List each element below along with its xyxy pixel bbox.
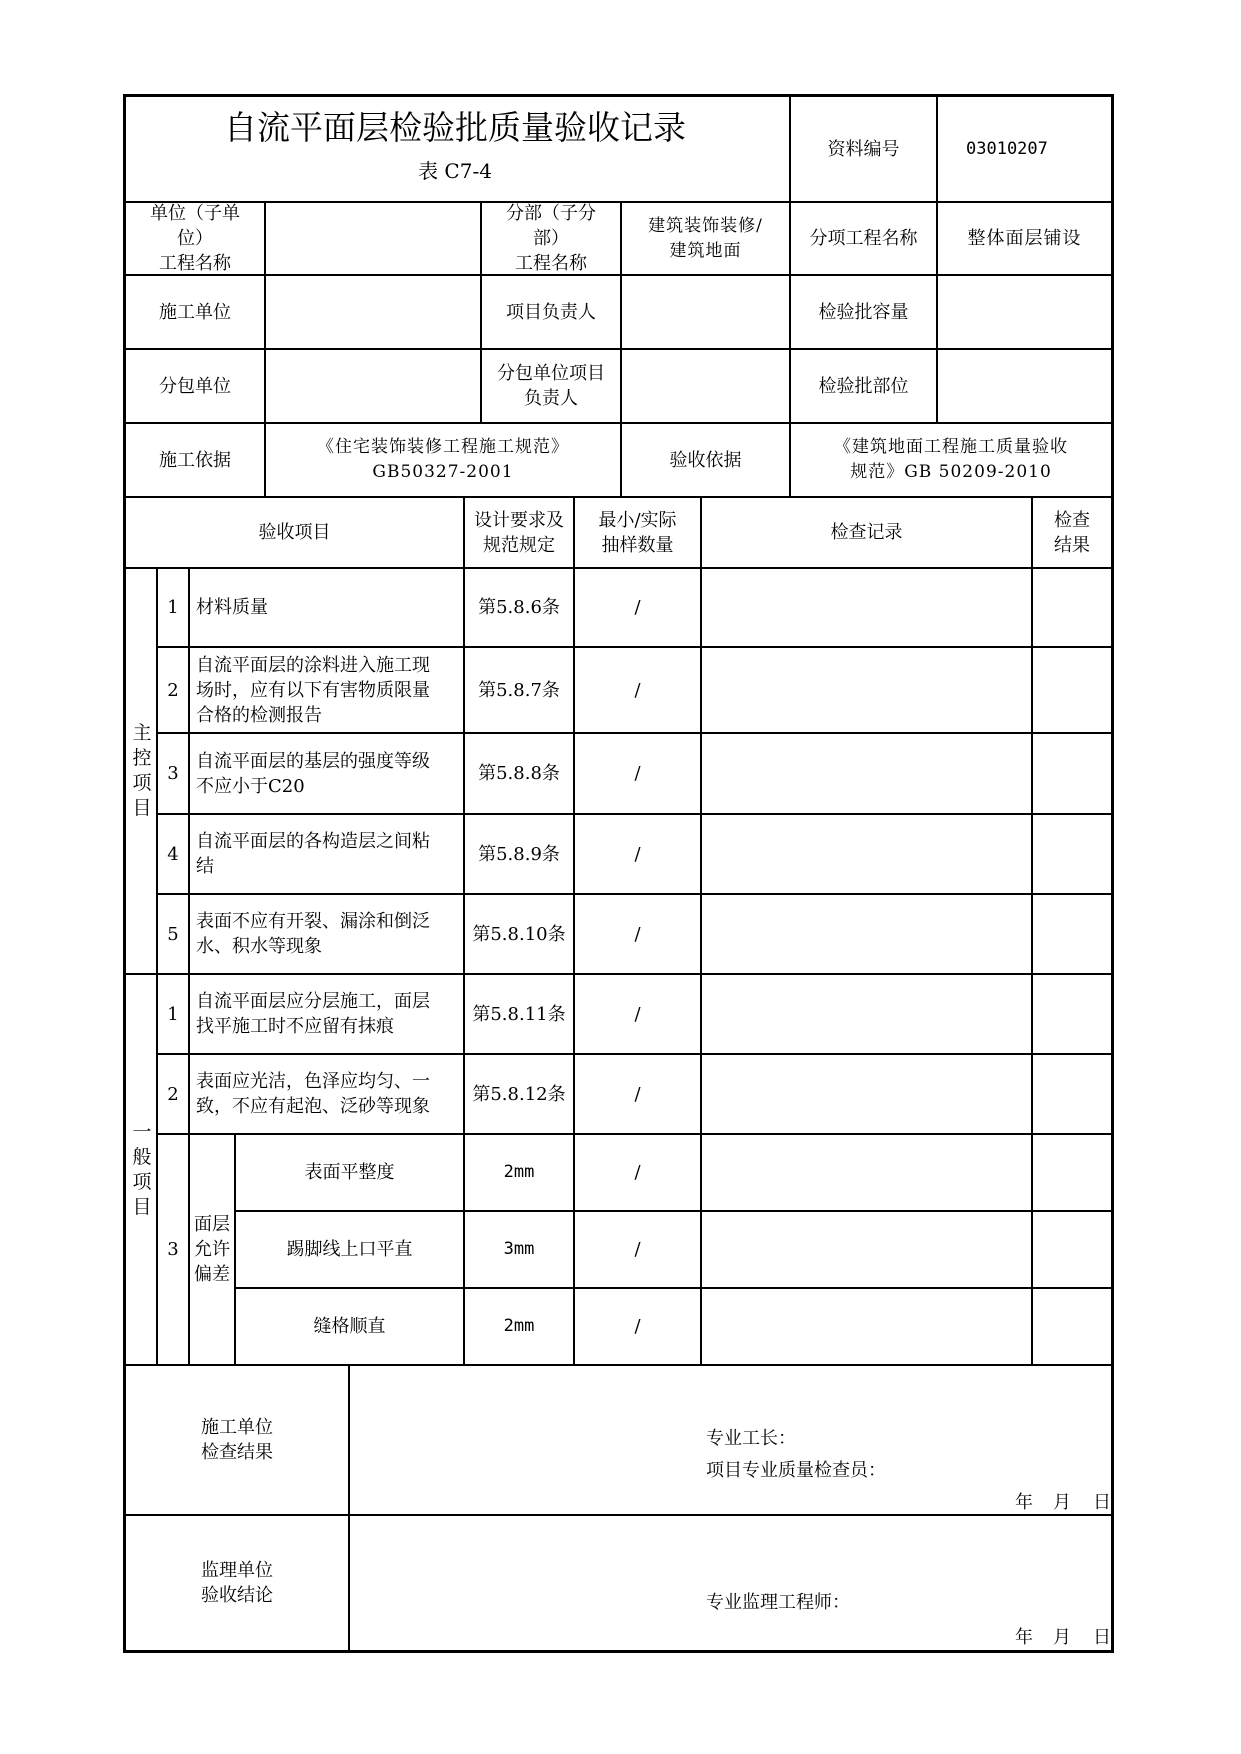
general-sample: / (634, 1083, 641, 1105)
general-no: 2 (167, 1083, 179, 1105)
col-header-sample: 最小/实际 抽样数量 (598, 509, 677, 556)
main-control-sample: / (634, 597, 641, 618)
border-right (1111, 94, 1114, 1653)
capacity-label: 检验批容量 (818, 301, 909, 323)
tolerance-sample: / (634, 1162, 641, 1183)
main-control-no: 2 (167, 679, 179, 701)
subcontractor-value (266, 350, 480, 422)
date-month: 月 (1053, 1492, 1071, 1513)
acceptance-basis-value: 《建筑地面工程施工质量验收 规范》GB 50209-2010 (834, 437, 1068, 482)
tolerance-item-text: 踢脚线上口平直 (286, 1239, 413, 1260)
main-control-spec: 第5.8.9条 (478, 843, 560, 865)
inspector-label: 项目专业质量检查员： (706, 1460, 886, 1481)
contractor-check-label: 施工单位 检查结果 (201, 1417, 273, 1463)
general-no: 1 (167, 1003, 179, 1025)
vline-result (1031, 497, 1033, 1365)
contractor-value (266, 276, 480, 348)
general-item-text: 自流平面层应分层施工，面层 找平施工时不应留有抹痕 (196, 991, 430, 1037)
main-control-sample: / (634, 923, 641, 945)
engineer-label: 专业监理工程师： (706, 1592, 850, 1613)
tolerance-spec: 2mm (503, 1316, 535, 1336)
date-month: 月 (1053, 1627, 1071, 1648)
main-control-item-text: 自流平面层的各构造层之间粘 结 (196, 831, 430, 877)
col-header-result: 检查 结果 (1054, 509, 1090, 556)
division-label: 分部（子分 部） 工程名称 (506, 203, 596, 274)
col-header-record: 检查记录 (830, 522, 903, 543)
basis-value: 《住宅装饰装修工程施工规范》 GB50327-2001 (317, 437, 569, 482)
foreman-label: 专业工长： (706, 1428, 796, 1449)
vline-footer (348, 1365, 350, 1651)
unit-value (266, 203, 480, 274)
main-control-spec: 第5.8.10条 (472, 923, 566, 945)
sub-manager-value (622, 350, 789, 422)
main-control-item-text: 自流平面层的涂料进入施工现 场时，应有以下有害物质限量 合格的检测报告 (196, 654, 430, 726)
unit-label: 单位（子单 位） 工程名称 (150, 203, 240, 274)
basis-label: 施工依据 (159, 449, 231, 471)
sub-manager-label: 分包单位项目 负责人 (497, 363, 605, 409)
col-header-spec: 设计要求及 规范规定 (474, 509, 564, 556)
tolerance-no: 3 (167, 1239, 179, 1260)
capacity-value (938, 276, 1111, 348)
main-control-item-text: 自流平面层的基层的强度等级 不应小于C20 (196, 750, 430, 797)
tolerance-group-label: 面层 允许 偏差 (194, 1214, 230, 1285)
main-control-spec: 第5.8.7条 (478, 679, 560, 701)
location-label: 检验批部位 (818, 375, 909, 397)
main-control-sample: / (634, 843, 641, 865)
tolerance-sample: / (634, 1239, 641, 1260)
main-control-no: 4 (167, 843, 179, 865)
general-item-text: 表面应光洁，色泽应均匀、一 致，不应有起泡、泛砂等现象 (196, 1071, 430, 1117)
page-title: 自流平面层检验批质量验收记录 (224, 108, 686, 147)
general-sample: / (634, 1003, 641, 1025)
manager-value (622, 276, 789, 348)
main-control-no: 1 (167, 597, 179, 618)
main-control-no: 3 (167, 763, 179, 784)
vline-record (700, 497, 702, 1365)
date-year: 年 (1015, 1492, 1033, 1513)
location-value (938, 350, 1111, 422)
main-control-sample: / (634, 679, 641, 701)
main-control-spec: 第5.8.8条 (478, 763, 560, 784)
main-control-item-text: 材料质量 (196, 597, 268, 618)
tolerance-spec: 2mm (503, 1162, 535, 1182)
form-number: 表 C7-4 (418, 159, 492, 183)
subitem-value: 整体面层铺设 (967, 228, 1082, 249)
tolerance-spec: 3mm (503, 1239, 535, 1259)
main-control-no: 5 (167, 923, 179, 945)
tolerance-sample: / (634, 1316, 641, 1337)
tolerance-item-text: 表面平整度 (304, 1162, 395, 1183)
main-control-item-text: 表面不应有开裂、漏涂和倒泛 水、积水等现象 (196, 911, 430, 957)
division-value: 建筑装饰装修/ 建筑地面 (648, 215, 763, 261)
border-bottom (123, 1650, 1114, 1653)
acceptance-basis-label: 验收依据 (669, 449, 742, 471)
date-year: 年 (1015, 1627, 1033, 1648)
main-control-sample: / (634, 763, 641, 784)
main-control-spec: 第5.8.6条 (478, 597, 560, 618)
manager-label: 项目负责人 (506, 301, 596, 323)
contractor-label: 施工单位 (159, 301, 231, 323)
date-day: 日 (1093, 1492, 1111, 1513)
general-group-label: 一 般 项 目 (132, 1120, 152, 1218)
date-day: 日 (1093, 1627, 1111, 1648)
subitem-label: 分项工程名称 (809, 228, 918, 249)
supervision-label: 监理单位 验收结论 (201, 1560, 273, 1606)
main-control-group-label: 主 控 项 目 (132, 722, 152, 819)
subcontractor-label: 分包单位 (159, 375, 231, 397)
doc-no-label: 资料编号 (827, 138, 900, 160)
general-spec: 第5.8.11条 (472, 1003, 566, 1025)
general-spec: 第5.8.12条 (472, 1083, 566, 1105)
tolerance-item-text: 缝格顺直 (313, 1316, 386, 1337)
doc-no-value: 03010207 (966, 138, 1048, 159)
col-header-item: 验收项目 (258, 522, 331, 543)
